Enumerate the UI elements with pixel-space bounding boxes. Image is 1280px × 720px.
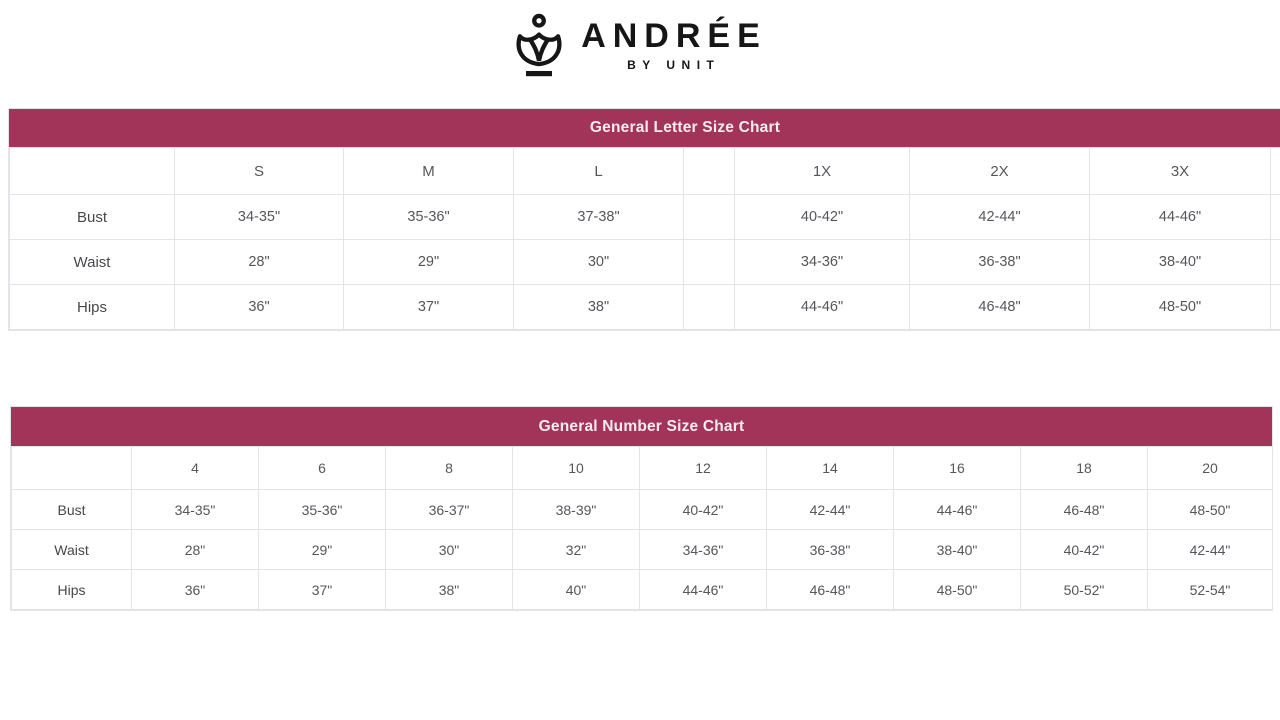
measurement-cell: 36": [132, 570, 259, 610]
measurement-cell: 30": [386, 530, 513, 570]
measurement-cell: 29": [259, 530, 386, 570]
measurement-cell: 34-35": [175, 195, 344, 240]
measurement-cell: 37": [344, 285, 514, 330]
measurement-cell: 40": [513, 570, 640, 610]
measurement-cell: 48-50": [1148, 490, 1273, 530]
measurement-cell: [684, 195, 735, 240]
measurement-cell: 38-40": [894, 530, 1021, 570]
measurement-cell: 30": [514, 240, 684, 285]
measurement-cell: 44-46": [894, 490, 1021, 530]
measurement-cell: 38": [386, 570, 513, 610]
table-title-bar: [11, 407, 1272, 446]
size-header-cell: L: [514, 148, 684, 195]
measurement-cell: 28": [132, 530, 259, 570]
measurement-cell: 48-50": [894, 570, 1021, 610]
measurement-cell: 46-48": [910, 285, 1090, 330]
measurement-cell: 34-36": [735, 240, 910, 285]
corner-cell: [12, 447, 132, 490]
corner-cell: [10, 148, 175, 195]
measurement-cell: 48-50": [1090, 285, 1271, 330]
measurement-cell: 29": [344, 240, 514, 285]
brand-tagline: BY UNIT: [627, 58, 721, 73]
measurement-cell: 34-36": [640, 530, 767, 570]
size-header-cell: 20: [1148, 447, 1273, 490]
size-header-row: [12, 447, 1273, 490]
measurement-cell: [684, 240, 735, 285]
measurement-cell: 42-44": [1148, 530, 1273, 570]
row-label-cell: Waist: [10, 240, 175, 285]
brand-logo: [513, 12, 767, 78]
measurement-cell: 37-38": [514, 195, 684, 240]
table-title: General Number Size Chart: [538, 417, 745, 435]
measurement-cell: 35-36": [259, 490, 386, 530]
measurement-cell: 40-42": [735, 195, 910, 240]
row-label-cell: Hips: [12, 570, 132, 610]
table-title: General Letter Size Chart: [589, 119, 781, 136]
measurement-cell: 50-52": [1021, 570, 1148, 610]
size-header-cell: [1271, 148, 1280, 195]
measurement-cell: [1271, 195, 1280, 240]
size-table: [11, 446, 1273, 610]
measurement-row: [10, 240, 1280, 285]
brand-name: ANDRÉE: [581, 16, 767, 55]
size-header-cell: 14: [767, 447, 894, 490]
measurement-row: [10, 195, 1280, 240]
size-header-cell: [684, 148, 735, 195]
row-label-cell: Waist: [12, 530, 132, 570]
measurement-cell: 42-44": [910, 195, 1090, 240]
measurement-cell: [1271, 285, 1280, 330]
row-label-cell: Bust: [10, 195, 175, 240]
measurement-cell: 38": [514, 285, 684, 330]
row-label-cell: Bust: [12, 490, 132, 530]
number-size-chart: [10, 406, 1273, 611]
size-header-cell: 12: [640, 447, 767, 490]
table-title-bar: [9, 109, 1280, 147]
measurement-cell: 46-48": [1021, 490, 1148, 530]
measurement-cell: [1271, 240, 1280, 285]
size-header-cell: S: [175, 148, 344, 195]
measurement-cell: 28": [175, 240, 344, 285]
measurement-cell: 36-37": [386, 490, 513, 530]
tulip-flower-icon: [513, 12, 565, 78]
measurement-cell: 52-54": [1148, 570, 1273, 610]
brand-wordmark: [574, 18, 767, 72]
measurement-cell: 36-38": [910, 240, 1090, 285]
measurement-row: [12, 530, 1273, 570]
measurement-row: [12, 490, 1273, 530]
size-header-cell: 8: [386, 447, 513, 490]
measurement-cell: 44-46": [1090, 195, 1271, 240]
measurement-cell: 42-44": [767, 490, 894, 530]
size-header-cell: 4: [132, 447, 259, 490]
size-header-cell: 2X: [910, 148, 1090, 195]
measurement-cell: 40-42": [1021, 530, 1148, 570]
measurement-cell: 32": [513, 530, 640, 570]
letter-size-chart: [8, 108, 1280, 331]
size-header-cell: 18: [1021, 447, 1148, 490]
measurement-cell: 38-40": [1090, 240, 1271, 285]
measurement-cell: 38-39": [513, 490, 640, 530]
size-header-cell: 3X: [1090, 148, 1271, 195]
size-header-cell: 6: [259, 447, 386, 490]
measurement-row: [10, 285, 1280, 330]
measurement-cell: 44-46": [640, 570, 767, 610]
size-table: [9, 147, 1280, 330]
measurement-cell: 37": [259, 570, 386, 610]
measurement-row: [12, 570, 1273, 610]
measurement-cell: 46-48": [767, 570, 894, 610]
size-header-row: [10, 148, 1280, 195]
logo-header: [0, 12, 1280, 78]
measurement-cell: [684, 285, 735, 330]
measurement-cell: 40-42": [640, 490, 767, 530]
size-header-cell: 10: [513, 447, 640, 490]
measurement-cell: 44-46": [735, 285, 910, 330]
measurement-cell: 36": [175, 285, 344, 330]
row-label-cell: Hips: [10, 285, 175, 330]
measurement-cell: 36-38": [767, 530, 894, 570]
measurement-cell: 34-35": [132, 490, 259, 530]
measurement-cell: 35-36": [344, 195, 514, 240]
size-header-cell: M: [344, 148, 514, 195]
size-header-cell: 1X: [735, 148, 910, 195]
size-header-cell: 16: [894, 447, 1021, 490]
